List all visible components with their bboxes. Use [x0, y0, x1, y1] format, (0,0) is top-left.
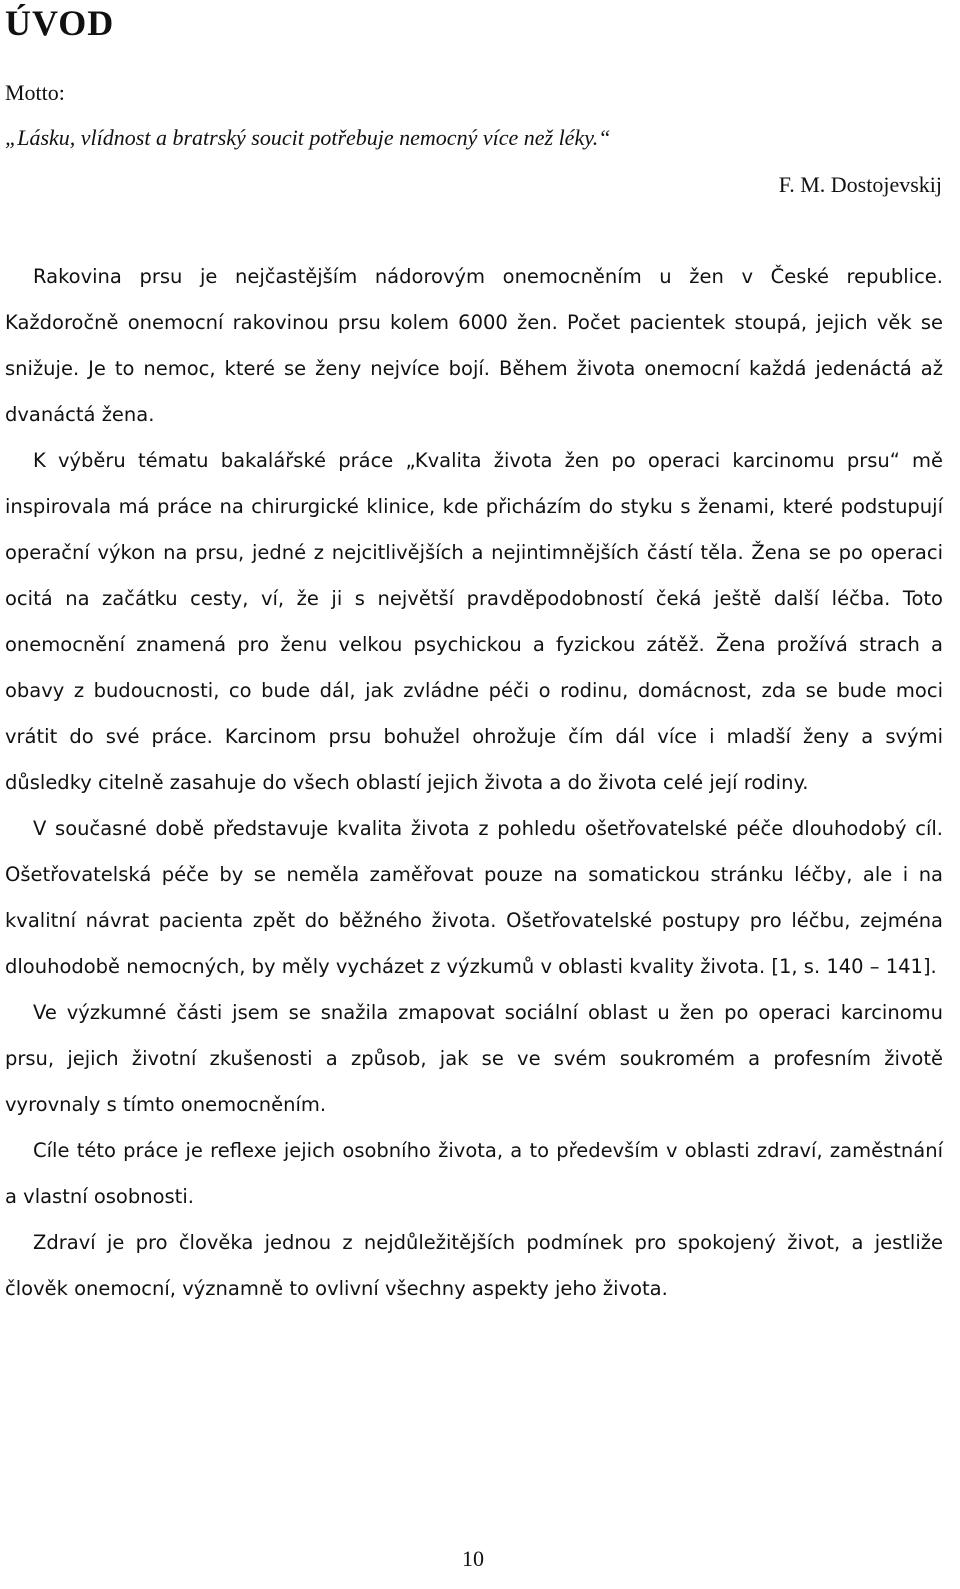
paragraph: Zdraví je pro člověka jednou z nejdůležitějších podmínek pro spokojený život, a jestliže člověk onemocní, významně to ovlivní všechny aspekty jeho života.	[5, 1231, 943, 1300]
paragraph: K výběru tématu bakalářské práce „Kvalita života žen po operaci karcinomu prsu“ mě inspirovala má práce na chirurgické klinice, kde přicházím do styku s ženami, které podstupují operační výkon na prsu, jedné z nejcitlivějších a nejintimnějších částí těla. Žena se po operaci ocitá na začátku cesty, ví, že ji s největší pravděpodobností čeká ještě další léčba. Toto onemocnění znamená pro ženu velkou psychickou a fyzickou zátěž. Žena prožívá strach a obavy z budoucnosti, co bude dál, jak zvládne péči o rodinu, domácnost, zda se bude moci vrátit do své práce. Karcinom prsu bohužel ohrožuje čím dál více i mladší ženy a svými důsledky citelně zasahuje do všech oblastí jejich života a do života celé její rodiny.	[5, 449, 943, 794]
motto-quote: „Lásku, vlídnost a bratrský soucit potřebuje nemocný více než léky.“	[5, 125, 611, 150]
motto-label: Motto:	[5, 80, 65, 105]
paragraph: Cíle této práce je reflexe jejich osobního života, a to především v oblasti zdraví, zaměstnání a vlastní osobnosti.	[5, 1139, 943, 1208]
motto-author: F. M. Dostojevskij	[778, 172, 942, 197]
paragraph: Rakovina prsu je nejčastějším nádorovým onemocněním u žen v České republice. Každoročně onemocní rakovinou prsu kolem 6000 žen. Počet pacientek stoupá, jejich věk se snižuje. Je to nemoc, které se ženy nejvíce bojí. Během života onemocní každá jedenáctá až dvanáctá žena.	[5, 265, 943, 426]
body-text	[5, 254, 943, 1312]
paragraph: V současné době představuje kvalita života z pohledu ošetřovatelské péče dlouhodobý cíl. Ošetřovatelská péče by se neměla zaměřovat pouze na somatickou stránku léčby, ale i na kvalitní návrat pacienta zpět do běžného života. Ošetřovatelské postupy pro léčbu, zejména dlouhodobě nemocných, by měly vycházet z výzkumů v oblasti kvality života. [1, s. 140 – 141].	[5, 817, 943, 978]
page-number: 10	[462, 1546, 484, 1571]
page-heading: ÚVOD	[5, 3, 115, 43]
paragraph: Ve výzkumné části jsem se snažila zmapovat sociální oblast u žen po operaci karcinomu prsu, jejich životní zkušenosti a způsob, jak se ve svém soukromém a profesním životě vyrovnaly s tímto onemocněním.	[5, 1001, 943, 1116]
